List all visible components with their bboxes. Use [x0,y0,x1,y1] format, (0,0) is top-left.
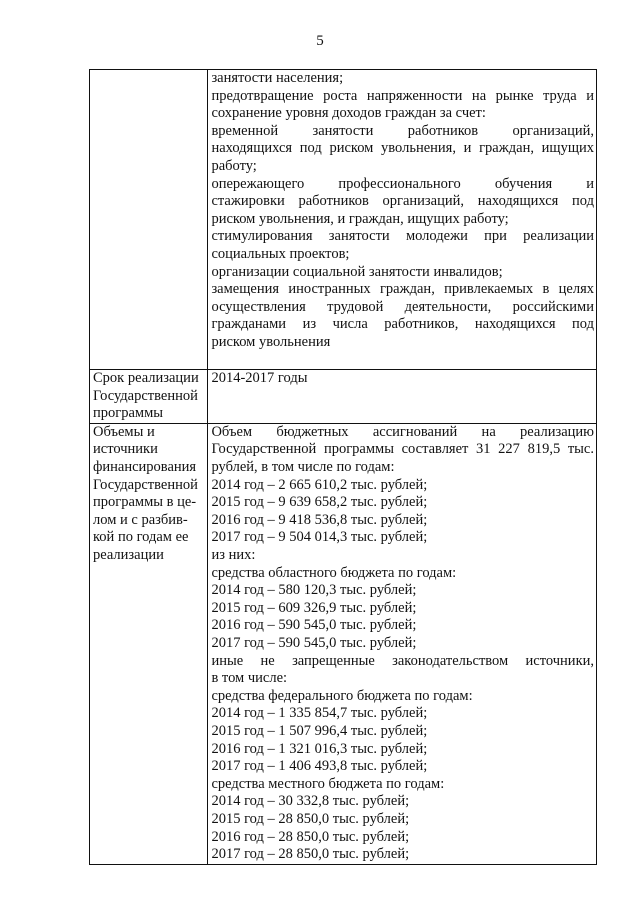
text-line: 2015 год – 9 639 658,2 тыс. рублей; [211,494,428,511]
funding-value-cell [208,423,597,864]
text-line: в том числе: [211,670,288,687]
cell-spacer [211,352,594,370]
text-line: сохранение уровня доходов граждан за счет: [211,105,486,122]
text-line: 2014 год – 1 335 854,7 тыс. рублей; [211,705,428,722]
text-line: работу; [211,157,257,174]
text-line: Объем бюджетных ассигнований на реализацию [211,423,594,440]
text-line: 2016 год – 590 545,0 тыс. рублей; [211,617,417,634]
term-value-cell [208,370,597,424]
text-line: 2017 год – 1 406 493,8 тыс. рублей; [211,758,428,775]
text-line: 2016 год – 28 850,0 тыс. рублей; [211,828,410,845]
text-line: 2015 год – 28 850,0 тыс. рублей; [211,810,410,827]
text-line: 2017 год – 9 504 014,3 тыс. рублей; [211,529,428,546]
label-line: программы в це- [93,494,197,511]
table-row [90,423,597,864]
text-line: 2015 год – 609 326,9 тыс. рублей; [211,599,417,616]
row-label-term [90,370,208,424]
text-line: организации социальной занятости инвалидов; [211,263,503,280]
text-line: средства федерального бюджета по годам: [211,687,473,704]
label-line: программы [93,405,163,422]
text-line: иные не запрещенные законодательством источники, [211,652,594,669]
label-line: Государственной [93,476,198,493]
text-line: рублей, в том числе по годам: [211,459,395,476]
text-line: Государственной программы составляет 31 227 819,5 тыс. [211,441,594,458]
text-line: 2014 год – 580 120,3 тыс. рублей; [211,582,417,599]
label-line: реализации [93,547,164,564]
text-line: средства местного бюджета по годам: [211,775,445,792]
table-row [90,370,597,424]
text-line: социальных проектов; [211,245,350,262]
label-line: лом и с разбив- [93,511,188,528]
text-line: стимулирования занятости молодежи при реализации [211,228,594,245]
text-line: 2016 год – 9 418 536,8 тыс. рублей; [211,511,428,528]
text-line: находящихся под риском увольнения, и граждан, ищущих [211,140,594,157]
program-passport-table [89,69,597,865]
text-line: 2016 год – 1 321 016,3 тыс. рублей; [211,740,428,757]
label-line: Срок реализации [93,370,199,387]
text-line: замещения иностранных граждан, привлекаемых в целях [211,281,594,298]
label-line: кой по годам ее [93,529,189,546]
text-line: 2014 год – 30 332,8 тыс. рублей; [211,793,410,810]
text-line: стажировки работников организаций, находящихся под [211,193,594,210]
text-line: средства областного бюджета по годам: [211,564,457,581]
text-line: 2014 год – 2 665 610,2 тыс. рублей; [211,476,428,493]
table-row [90,70,597,370]
label-line: финансирования [93,459,197,476]
page-number: 5 [316,33,324,49]
text-line: осуществления трудовой деятельности, российскими [211,298,594,315]
term-value: 2014-2017 годы [211,370,308,387]
row-label-funding [90,423,208,864]
label-line: Объемы и [93,423,155,440]
text-line: временной занятости работников организаций, [211,122,594,139]
measures-cell [208,70,597,370]
label-line: Государственной [93,387,198,404]
row-label-empty [90,70,208,370]
text-line: риском увольнения [211,333,331,350]
text-line: из них: [211,547,256,564]
text-line: 2017 год – 590 545,0 тыс. рублей; [211,635,417,651]
text-line: занятости населения; [211,70,344,86]
text-line: 2015 год – 1 507 996,4 тыс. рублей; [211,722,428,739]
text-line: риском увольнения, и граждан, ищущих работу; [211,210,509,227]
text-line: 2017 год – 28 850,0 тыс. рублей; [211,846,410,863]
label-line: источники [93,441,158,458]
text-line: гражданами из числа работников, находящихся под [211,316,594,333]
text-line: опережающего профессионального обучения и [211,175,594,192]
text-line: предотвращение роста напряженности на рынке труда и [211,87,594,104]
